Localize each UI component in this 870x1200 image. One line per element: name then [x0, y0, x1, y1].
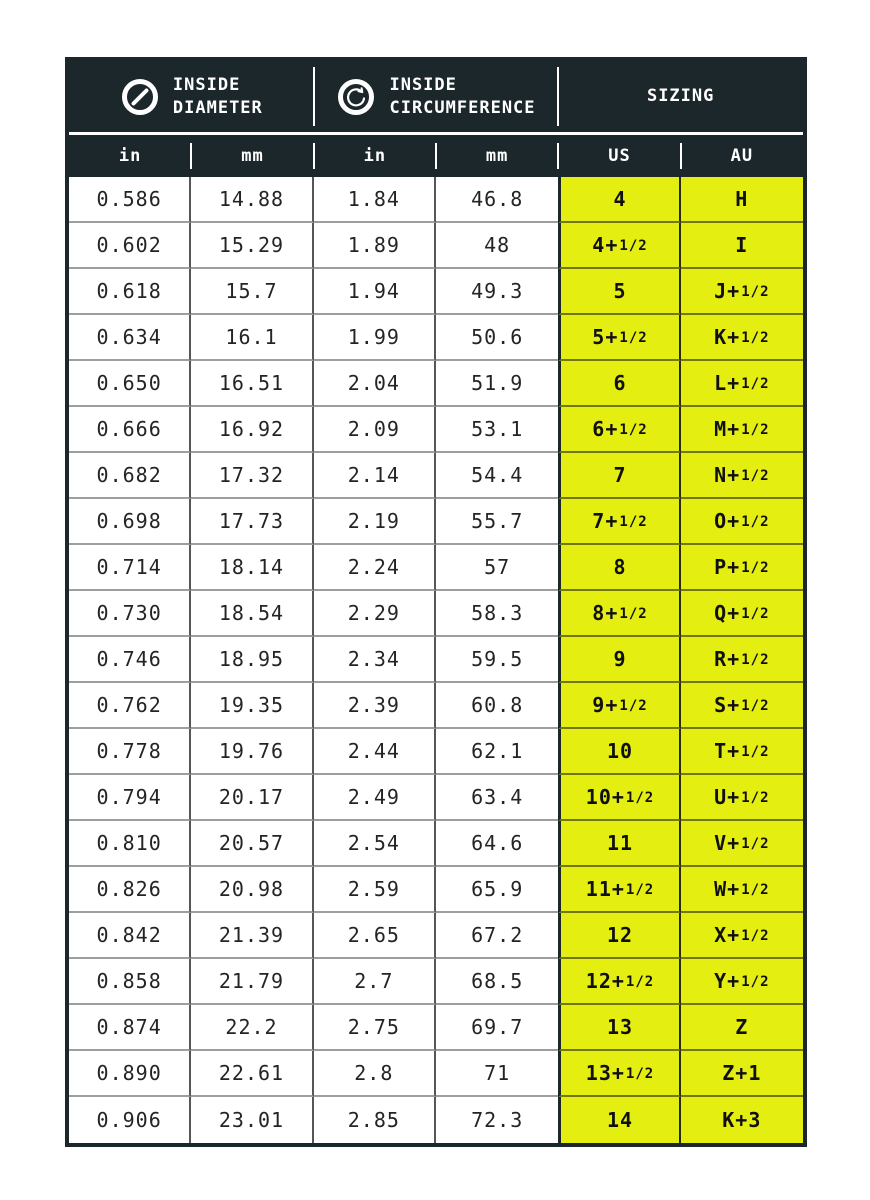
us-size-cell: 5	[558, 269, 680, 315]
circumference-icon	[336, 77, 376, 117]
us-size-cell: 6+ 1/2	[558, 407, 680, 453]
circumference-in-cell: 2.8	[314, 1051, 436, 1097]
us-size-cell: 4	[558, 177, 680, 223]
au-size-cell: T+ 1/2	[681, 729, 803, 775]
au-size-cell: R+ 1/2	[681, 637, 803, 683]
diameter-in-cell: 0.714	[69, 545, 191, 591]
diameter-mm-cell: 19.76	[191, 729, 313, 775]
table-row	[69, 959, 803, 1005]
table-row	[69, 1005, 803, 1051]
us-size-cell: 6	[558, 361, 680, 407]
table-row	[69, 1051, 803, 1097]
circumference-in-cell: 2.39	[314, 683, 436, 729]
diameter-mm-cell: 16.1	[191, 315, 313, 361]
au-size-cell: Y+ 1/2	[681, 959, 803, 1005]
circumference-in-cell: 2.09	[314, 407, 436, 453]
diameter-in-cell: 0.858	[69, 959, 191, 1005]
table-row	[69, 545, 803, 591]
au-size-cell: W+ 1/2	[681, 867, 803, 913]
col-header-diameter-in: in	[69, 135, 191, 177]
us-size-cell: 9+ 1/2	[558, 683, 680, 729]
diameter-in-cell: 0.650	[69, 361, 191, 407]
circumference-in-cell: 2.19	[314, 499, 436, 545]
us-size-cell: 5+ 1/2	[558, 315, 680, 361]
diameter-mm-cell: 18.95	[191, 637, 313, 683]
diameter-in-cell: 0.730	[69, 591, 191, 637]
diameter-in-cell: 0.826	[69, 867, 191, 913]
sub-header-row	[69, 135, 803, 177]
diameter-in-cell: 0.746	[69, 637, 191, 683]
us-size-cell: 8	[558, 545, 680, 591]
circumference-in-cell: 2.44	[314, 729, 436, 775]
diameter-mm-cell: 22.2	[191, 1005, 313, 1051]
group-inside-diameter	[69, 61, 314, 132]
diameter-in-cell: 0.874	[69, 1005, 191, 1051]
table-row	[69, 269, 803, 315]
diameter-in-cell: 0.762	[69, 683, 191, 729]
circumference-mm-cell: 63.4	[436, 775, 558, 821]
table-header	[69, 61, 803, 177]
au-size-cell: V+ 1/2	[681, 821, 803, 867]
au-size-cell: N+ 1/2	[681, 453, 803, 499]
table-row	[69, 177, 803, 223]
us-size-cell: 11	[558, 821, 680, 867]
circumference-mm-cell: 51.9	[436, 361, 558, 407]
diameter-mm-cell: 23.01	[191, 1097, 313, 1143]
us-size-cell: 12	[558, 913, 680, 959]
diameter-in-cell: 0.634	[69, 315, 191, 361]
au-size-cell: U+ 1/2	[681, 775, 803, 821]
circumference-in-cell: 2.85	[314, 1097, 436, 1143]
au-size-cell: K+3	[681, 1097, 803, 1143]
circumference-in-cell: 1.89	[314, 223, 436, 269]
diameter-mm-cell: 15.7	[191, 269, 313, 315]
diameter-in-cell: 0.810	[69, 821, 191, 867]
us-size-cell: 13+ 1/2	[558, 1051, 680, 1097]
table-row	[69, 453, 803, 499]
circumference-mm-cell: 59.5	[436, 637, 558, 683]
us-size-cell: 4+ 1/2	[558, 223, 680, 269]
circumference-mm-cell: 71	[436, 1051, 558, 1097]
diameter-mm-cell: 14.88	[191, 177, 313, 223]
circumference-in-cell: 2.24	[314, 545, 436, 591]
au-size-cell: M+ 1/2	[681, 407, 803, 453]
circumference-mm-cell: 60.8	[436, 683, 558, 729]
ring-size-chart	[65, 57, 807, 1147]
group-inside-circumference	[314, 61, 559, 132]
circumference-mm-cell: 49.3	[436, 269, 558, 315]
au-size-cell: S+ 1/2	[681, 683, 803, 729]
diameter-in-cell: 0.698	[69, 499, 191, 545]
circumference-mm-cell: 72.3	[436, 1097, 558, 1143]
diameter-in-cell: 0.906	[69, 1097, 191, 1143]
group-label-inside-circumference: INSIDE CIRCUMFERENCE	[389, 75, 536, 118]
circumference-mm-cell: 46.8	[436, 177, 558, 223]
diameter-mm-cell: 18.54	[191, 591, 313, 637]
diameter-mm-cell: 16.51	[191, 361, 313, 407]
circumference-mm-cell: 57	[436, 545, 558, 591]
diameter-in-cell: 0.586	[69, 177, 191, 223]
au-size-cell: Z+1	[681, 1051, 803, 1097]
diameter-mm-cell: 19.35	[191, 683, 313, 729]
diameter-in-cell: 0.618	[69, 269, 191, 315]
circumference-in-cell: 2.65	[314, 913, 436, 959]
au-size-cell: P+ 1/2	[681, 545, 803, 591]
table-row	[69, 1097, 803, 1143]
circumference-mm-cell: 64.6	[436, 821, 558, 867]
circumference-in-cell: 2.34	[314, 637, 436, 683]
circumference-mm-cell: 55.7	[436, 499, 558, 545]
au-size-cell: Z	[681, 1005, 803, 1051]
diameter-in-cell: 0.890	[69, 1051, 191, 1097]
circumference-mm-cell: 68.5	[436, 959, 558, 1005]
circumference-mm-cell: 58.3	[436, 591, 558, 637]
group-sizing	[558, 61, 803, 132]
group-label-inside-diameter: INSIDE DIAMETER	[172, 75, 263, 118]
group-header-row	[69, 61, 803, 132]
au-size-cell: X+ 1/2	[681, 913, 803, 959]
table-row	[69, 729, 803, 775]
au-size-cell: I	[681, 223, 803, 269]
circumference-mm-cell: 53.1	[436, 407, 558, 453]
diameter-mm-cell: 21.79	[191, 959, 313, 1005]
au-size-cell: O+ 1/2	[681, 499, 803, 545]
table-row	[69, 223, 803, 269]
us-size-cell: 7	[558, 453, 680, 499]
circumference-mm-cell: 62.1	[436, 729, 558, 775]
table-row	[69, 683, 803, 729]
diameter-in-cell: 0.602	[69, 223, 191, 269]
col-header-au: AU	[730, 146, 754, 166]
table-row	[69, 775, 803, 821]
au-size-cell: H	[681, 177, 803, 223]
diameter-mm-cell: 17.73	[191, 499, 313, 545]
diameter-mm-cell: 20.17	[191, 775, 313, 821]
diameter-in-cell: 0.666	[69, 407, 191, 453]
au-size-cell: L+ 1/2	[681, 361, 803, 407]
circumference-in-cell: 2.14	[314, 453, 436, 499]
us-size-cell: 11+ 1/2	[558, 867, 680, 913]
table-row	[69, 591, 803, 637]
diameter-mm-cell: 20.98	[191, 867, 313, 913]
circumference-mm-cell: 54.4	[436, 453, 558, 499]
group-label-sizing: SIZING	[646, 86, 715, 107]
circumference-in-cell: 2.04	[314, 361, 436, 407]
diameter-in-cell: 0.842	[69, 913, 191, 959]
diameter-mm-cell: 18.14	[191, 545, 313, 591]
circumference-in-cell: 1.84	[314, 177, 436, 223]
us-size-cell: 9	[558, 637, 680, 683]
table-row	[69, 361, 803, 407]
table-row	[69, 913, 803, 959]
diameter-in-cell: 0.682	[69, 453, 191, 499]
circumference-mm-cell: 67.2	[436, 913, 558, 959]
col-header-us: US	[558, 135, 680, 177]
us-size-cell: 7+ 1/2	[558, 499, 680, 545]
circumference-in-cell: 2.54	[314, 821, 436, 867]
diameter-mm-cell: 17.32	[191, 453, 313, 499]
table-row	[69, 637, 803, 683]
table-body	[69, 177, 803, 1143]
col-header-circumference-in: in	[314, 135, 436, 177]
circumference-in-cell: 2.75	[314, 1005, 436, 1051]
circumference-in-cell: 2.29	[314, 591, 436, 637]
diameter-mm-cell: 21.39	[191, 913, 313, 959]
au-size-cell: J+ 1/2	[681, 269, 803, 315]
us-size-cell: 10+ 1/2	[558, 775, 680, 821]
us-size-cell: 8+ 1/2	[558, 591, 680, 637]
us-size-cell: 14	[558, 1097, 680, 1143]
table-row	[69, 407, 803, 453]
us-size-cell: 12+ 1/2	[558, 959, 680, 1005]
circumference-in-cell: 1.94	[314, 269, 436, 315]
diameter-mm-cell: 15.29	[191, 223, 313, 269]
circumference-mm-cell: 65.9	[436, 867, 558, 913]
diameter-mm-cell: 22.61	[191, 1051, 313, 1097]
col-header-diameter-mm: mm	[191, 135, 313, 177]
col-header-circumference-mm: mm	[436, 135, 558, 177]
au-size-cell: Q+ 1/2	[681, 591, 803, 637]
diameter-mm-cell: 16.92	[191, 407, 313, 453]
circumference-mm-cell: 48	[436, 223, 558, 269]
au-size-cell: K+ 1/2	[681, 315, 803, 361]
table-row	[69, 821, 803, 867]
circumference-in-cell: 2.7	[314, 959, 436, 1005]
circumference-mm-cell: 50.6	[436, 315, 558, 361]
circumference-mm-cell: 69.7	[436, 1005, 558, 1051]
us-size-cell: 10	[558, 729, 680, 775]
circumference-in-cell: 2.49	[314, 775, 436, 821]
diameter-mm-cell: 20.57	[191, 821, 313, 867]
circumference-in-cell: 2.59	[314, 867, 436, 913]
diameter-icon	[120, 77, 160, 117]
table-row	[69, 315, 803, 361]
diameter-in-cell: 0.794	[69, 775, 191, 821]
table-row	[69, 867, 803, 913]
diameter-in-cell: 0.778	[69, 729, 191, 775]
table-row	[69, 499, 803, 545]
circumference-in-cell: 1.99	[314, 315, 436, 361]
us-size-cell: 13	[558, 1005, 680, 1051]
